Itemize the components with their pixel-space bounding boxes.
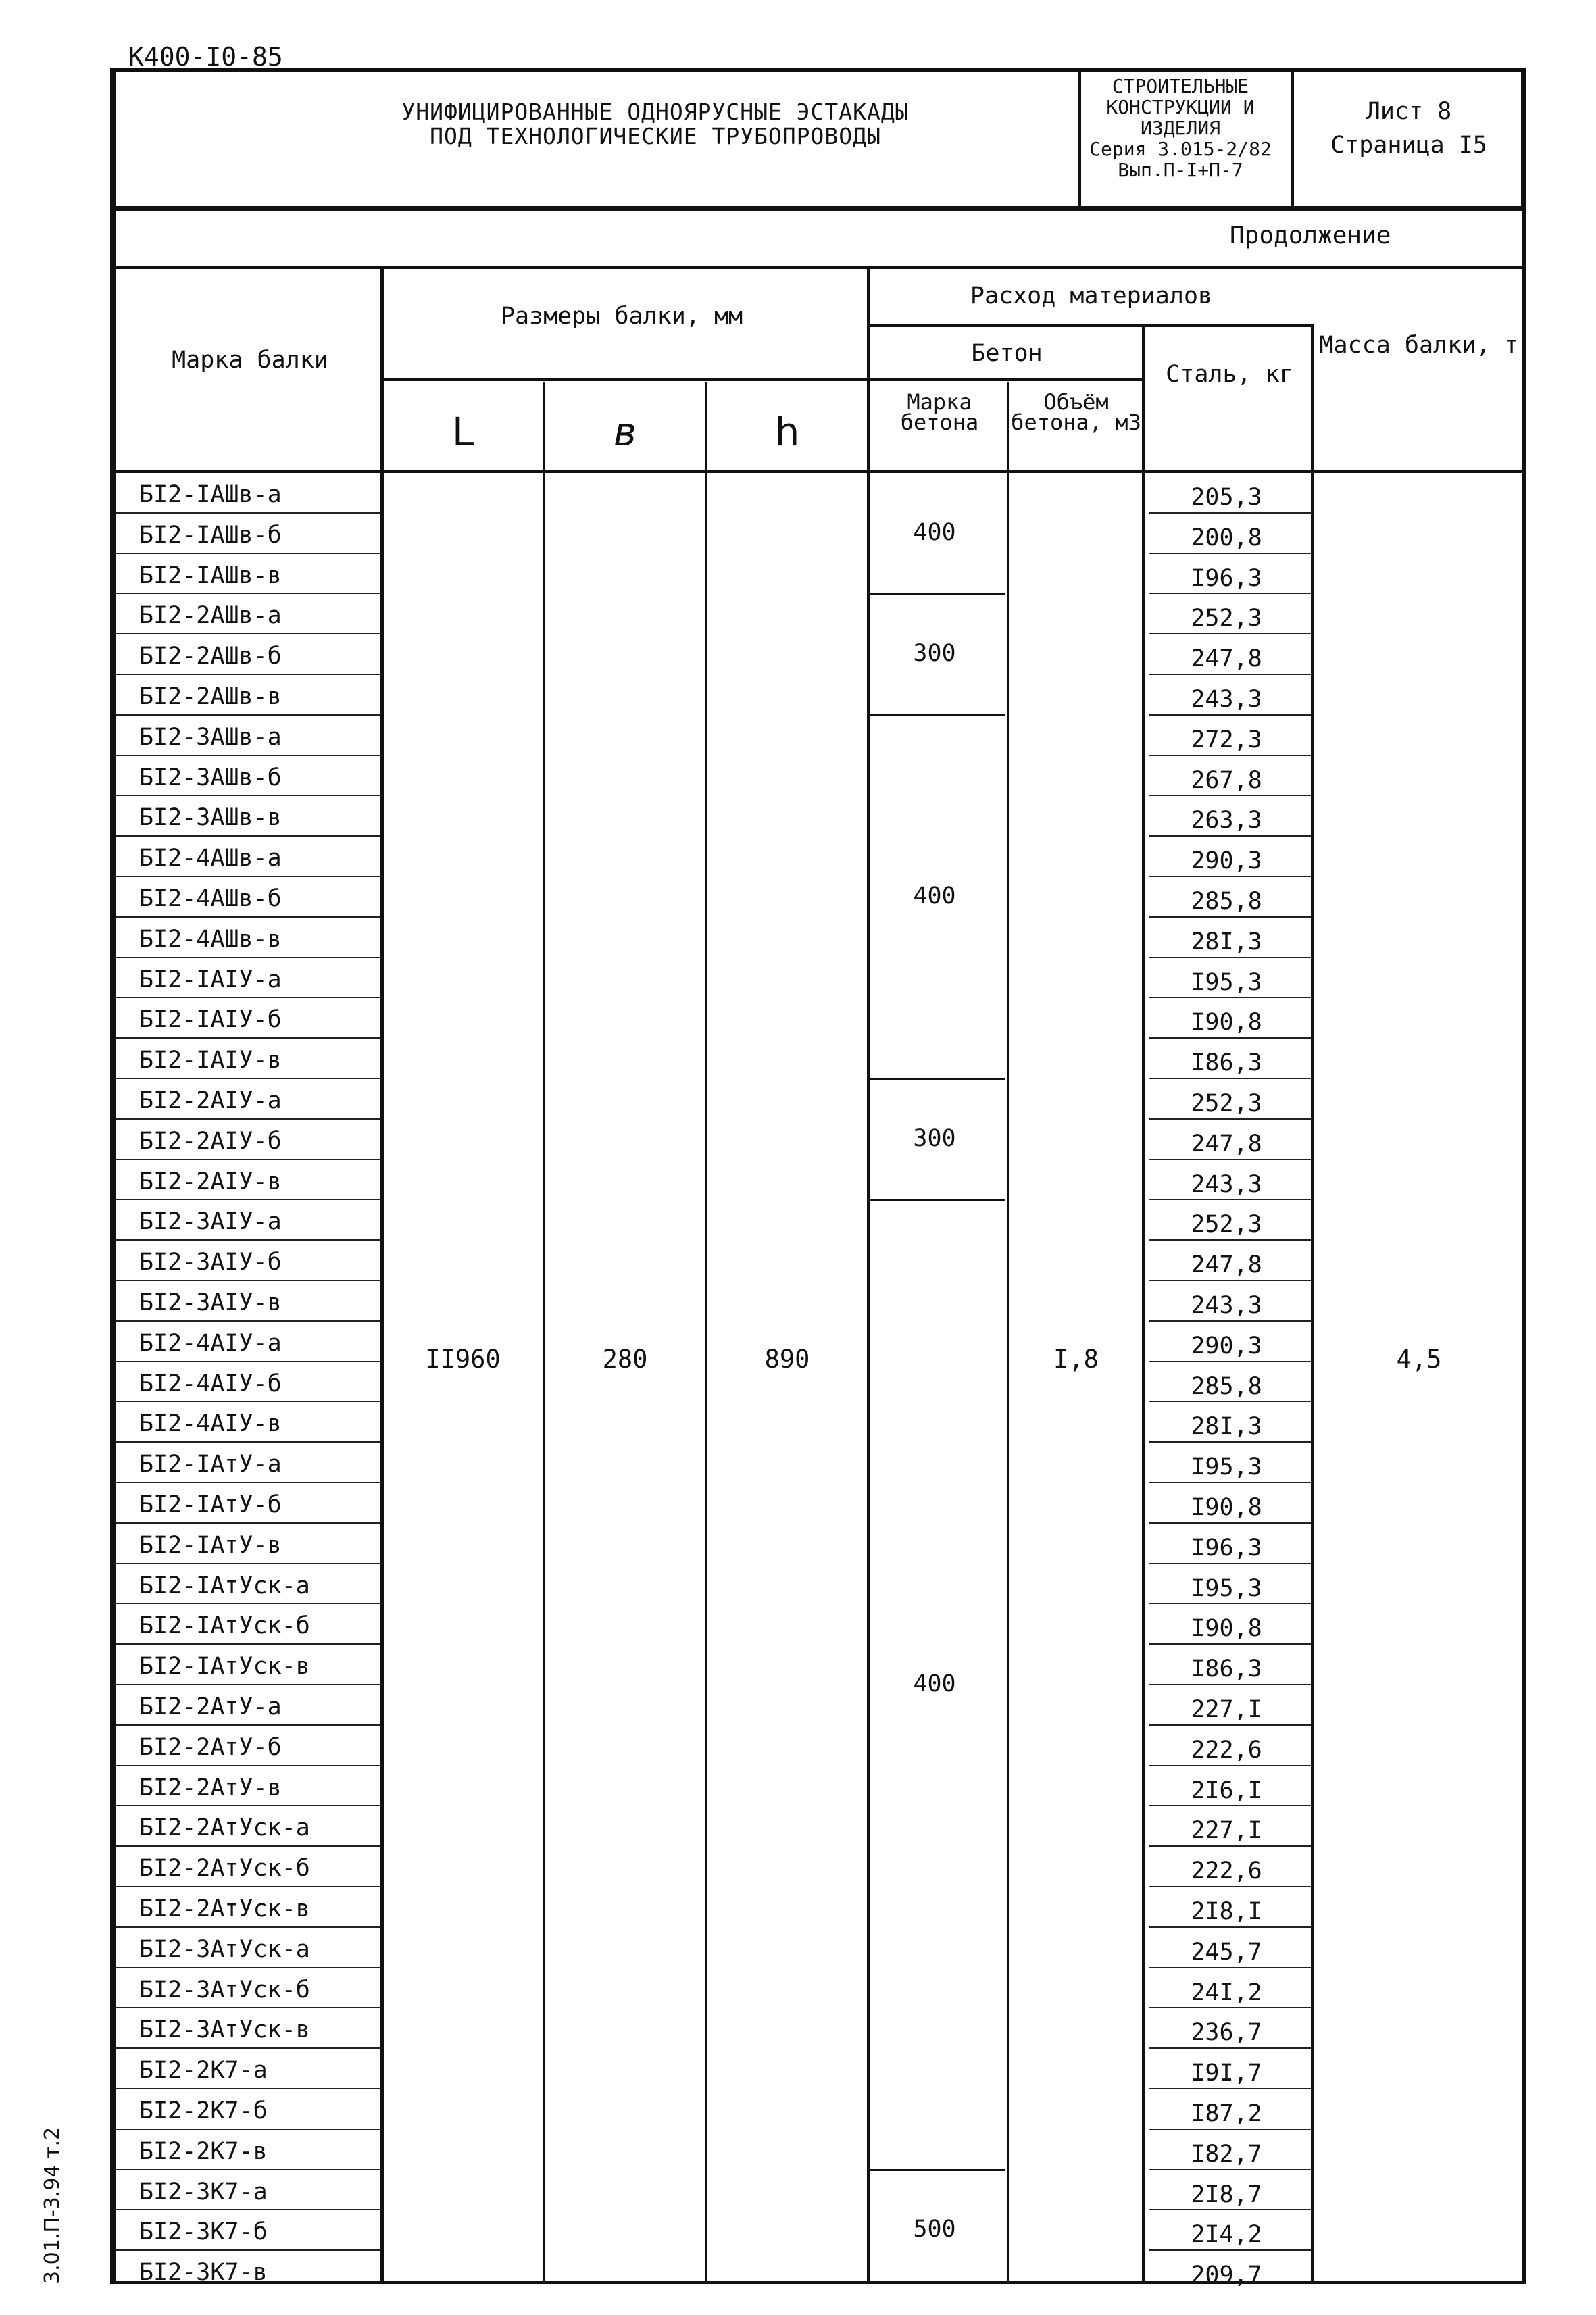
row-steel: 222,6 [1191,1858,1262,1885]
row-mark: БI2-IАIУ-в [139,1047,282,1074]
steel-row-divider [1149,1967,1311,1968]
row-divider [116,795,380,796]
row-mark: БI2-2АIУ-а [139,1087,282,1114]
row-divider [116,633,380,634]
row-mark: БI2-2АтУск-а [139,1814,310,1842]
steel-row-divider [1149,997,1311,998]
row-mark: БI2-3АШв-а [139,723,282,751]
steel-row-divider [1149,1886,1311,1887]
row-steel: 2I4,2 [1191,2221,1262,2249]
row-steel: I86,3 [1191,1656,1262,1683]
row-steel: I95,3 [1191,1453,1262,1481]
steel-row-divider [1149,1239,1311,1241]
row-mark: БI2-3АтУск-в [139,2016,310,2044]
row-divider [116,957,380,958]
steel-row-divider [1149,1320,1311,1322]
steel-row-divider [1149,1926,1311,1928]
grade-divider [867,1078,1005,1080]
continuation-label: Продолжение [1230,222,1391,249]
row-mark: БI2-3АтУск-а [139,1935,310,1963]
row-divider [116,512,380,514]
row-mark: БI2-2АШв-а [139,602,282,630]
row-steel: I90,8 [1191,1009,1262,1037]
row-mark: БI2-3К7-а [139,2178,268,2206]
row-steel: 205,3 [1191,484,1262,511]
steel-row-divider [1149,512,1311,514]
row-steel: 247,8 [1191,1130,1262,1158]
row-steel: I82,7 [1191,2140,1262,2168]
row-divider [116,916,380,918]
col-divider-steel [1311,324,1314,2284]
row-divider [116,1845,380,1847]
col-header-dims: Размеры балки, мм [500,303,743,330]
row-divider [116,2129,380,2130]
row-divider [116,1765,380,1766]
steel-row-divider [1149,2169,1311,2170]
row-steel: 252,3 [1191,1211,1262,1239]
steel-row-divider [1149,755,1311,756]
row-mark: БI2-2АтУ-а [139,1693,282,1720]
row-mark: БI2-4АIУ-б [139,1370,282,1397]
document-code: К400-I0-85 [128,42,283,72]
steel-row-divider [1149,593,1311,594]
row-mark: БI2-IАIУ-б [139,1006,282,1034]
row-steel: 2I6,I [1191,1776,1262,1804]
cell-concrete-volume: I,8 [1053,1345,1099,1374]
steel-row-divider [1149,916,1311,918]
row-steel: 2I8,7 [1191,2181,1262,2208]
row-mark: БI2-3АШв-б [139,764,282,791]
steel-row-divider [1149,1724,1311,1726]
row-divider [116,1159,380,1160]
row-divider [116,1118,380,1120]
row-steel: 285,8 [1191,888,1262,915]
row-steel: 263,3 [1191,807,1262,835]
row-divider [116,1078,380,1079]
steel-row-divider [1149,2129,1311,2130]
series-line-2: КОНСТРУКЦИИ И [1106,96,1255,118]
row-mark: БI2-3К7-в [139,2259,268,2287]
row-mark: БI2-3К7-б [139,2218,268,2246]
row-steel: 2I8,I [1191,1898,1262,1925]
row-divider [116,2047,380,2049]
row-divider [116,1239,380,1241]
steel-row-divider [1149,1603,1311,1604]
steel-row-divider [1149,1563,1311,1564]
col-divider-grade [1007,382,1009,2284]
col-divider-h [867,266,870,2284]
row-steel: 267,8 [1191,766,1262,794]
concrete-grade-cell: 500 [913,2216,956,2243]
steel-row-divider [1149,1441,1311,1443]
row-mark: БI2-IАтУск-а [139,1572,310,1599]
col-header-L: L [451,409,474,455]
row-divider [116,1684,380,1685]
steel-row-divider [1149,876,1311,877]
row-steel: 247,8 [1191,645,1262,673]
steel-row-divider [1149,1482,1311,1483]
concrete-grade-cell: 300 [913,640,956,668]
col-divider-b [705,382,707,2284]
row-divider [116,755,380,756]
row-mark: БI2-2АШв-б [139,643,282,670]
steel-row-divider [1149,1037,1311,1039]
row-steel: 245,7 [1191,1938,1262,1966]
series-line-3: ИЗДЕЛИЯ [1140,117,1220,139]
row-mark: БI2-IАтУск-в [139,1653,310,1681]
row-mark: БI2-3АIУ-а [139,1208,282,1236]
cell-length: II960 [425,1345,501,1374]
row-divider [116,1724,380,1726]
row-mark: БI2-4АIУ-а [139,1329,282,1357]
row-divider [116,1441,380,1443]
col-divider-mark [380,266,384,2284]
row-divider [116,674,380,675]
col-header-concrete-volume: Объём бетона, м3 [1011,389,1141,435]
row-mark: БI2-IАIУ-а [139,966,282,993]
row-mark: БI2-2АIУ-б [139,1127,282,1155]
page-number: Страница I5 [1330,132,1487,159]
steel-row-divider [1149,1522,1311,1524]
col-header-h: h [774,409,800,455]
series-line-5: Вып.П-I+П-7 [1118,159,1243,181]
concrete-grade-cell: 400 [913,882,956,910]
row-divider [116,2007,380,2008]
concrete-grade-cell: 300 [913,1124,956,1152]
steel-row-divider [1149,714,1311,716]
steel-row-divider [1149,2088,1311,2089]
steel-row-divider [1149,2249,1311,2251]
row-divider [116,1037,380,1039]
row-divider [116,1199,380,1200]
cell-width: 280 [602,1345,648,1374]
steel-row-divider [1149,1684,1311,1685]
row-mark: БI2-2АтУ-в [139,1774,282,1801]
row-mark: БI2-4АIУ-в [139,1410,282,1438]
row-divider [116,1967,380,1968]
steel-row-divider [1149,835,1311,837]
series-line-1: СТРОИТЕЛЬНЫЕ [1112,75,1249,97]
row-steel: 285,8 [1191,1372,1262,1400]
row-mark: БI2-2К7-в [139,2137,268,2165]
row-mark: БI2-IАШв-б [139,521,282,549]
row-divider [116,1603,380,1604]
row-divider [116,835,380,837]
row-steel: 222,6 [1191,1736,1262,1764]
steel-row-divider [1149,1118,1311,1120]
row-mark: БI2-4АШв-а [139,845,282,872]
side-code: 3.01.П-3.94 т.2 [41,2126,64,2284]
row-mark: БI2-4АШв-в [139,925,282,953]
concrete-grade-cell: 400 [913,518,956,546]
row-divider [116,1886,380,1887]
concrete-divider [867,378,1144,381]
title-line-1: УНИФИЦИРОВАННЫЕ ОДНОЯРУСНЫЕ ЭСТАКАДЫ [401,99,909,125]
row-steel: 236,7 [1191,2019,1262,2047]
row-mark: БI2-3АIУ-б [139,1249,282,1276]
row-steel: I90,8 [1191,1494,1262,1521]
steel-row-divider [1149,2209,1311,2210]
cell-height: 890 [764,1345,810,1374]
col-header-mark: Марка балки [172,347,328,374]
row-steel: I96,3 [1191,1534,1262,1562]
cell-mass: 4,5 [1396,1345,1442,1374]
steel-row-divider [1149,795,1311,796]
steel-row-divider [1149,633,1311,634]
steel-row-divider [1149,957,1311,958]
title-line-2: ПОД ТЕХНОЛОГИЧЕСКИЕ ТРУБОПРОВОДЫ [430,123,881,149]
row-steel: I86,3 [1191,1049,1262,1077]
steel-row-divider [1149,1199,1311,1200]
row-divider [116,1643,380,1645]
grade-divider [867,2169,1005,2171]
steel-row-divider [1149,2007,1311,2008]
steel-row-divider [1149,553,1311,554]
row-divider [116,1320,380,1322]
row-mark: БI2-IАтУ-в [139,1531,282,1559]
steel-row-divider [1149,1845,1311,1847]
row-steel: 252,3 [1191,605,1262,632]
row-steel: 243,3 [1191,1170,1262,1198]
row-steel: 24I,2 [1191,1978,1262,2006]
series-line-4: Серия 3.015-2/82 [1089,138,1272,160]
row-steel: 28I,3 [1191,928,1262,955]
row-steel: I95,3 [1191,968,1262,996]
row-divider [116,1401,380,1402]
row-mark: БI2-IАШв-в [139,562,282,589]
row-mark: БI2-IАтУ-а [139,1451,282,1478]
row-steel: 28I,3 [1191,1413,1262,1441]
steel-row-divider [1149,1159,1311,1160]
row-steel: 243,3 [1191,686,1262,713]
col-header-materials: Расход материалов [970,282,1213,309]
row-divider [116,1805,380,1806]
col-divider-volume [1142,324,1145,2284]
series-block [1082,76,1278,180]
row-steel: 290,3 [1191,1332,1262,1360]
col-header-concrete: Бетон [971,340,1043,367]
row-mark: БI2-2АтУск-б [139,1855,310,1883]
row-steel: 290,3 [1191,847,1262,875]
header-bottom-divider [114,470,1526,473]
row-mark: БI2-2К7-б [139,2097,268,2124]
steel-row-divider [1149,1765,1311,1766]
row-steel: 200,8 [1191,524,1262,551]
row-divider [116,2209,380,2210]
row-divider [116,1280,380,1281]
row-steel: 272,3 [1191,726,1262,753]
col-header-mass: Масса балки, т [1319,332,1519,359]
row-divider [116,1361,380,1362]
row-steel: 252,3 [1191,1090,1262,1117]
row-divider [116,1522,380,1524]
row-steel: I87,2 [1191,2100,1262,2127]
row-mark: БI2-IАтУ-б [139,1491,282,1518]
row-mark: БI2-4АШв-б [139,885,282,912]
row-mark: БI2-3АIУ-в [139,1289,282,1316]
row-mark: БI2-IАШв-а [139,481,282,508]
row-steel: 243,3 [1191,1292,1262,1319]
steel-row-divider [1149,1401,1311,1402]
steel-row-divider [1149,1805,1311,1806]
document-title [277,100,1034,149]
col-header-b: в [613,409,637,455]
row-divider [116,1482,380,1483]
row-divider [116,997,380,998]
row-mark: БI2-2АIУ-в [139,1168,282,1195]
row-divider [116,714,380,716]
row-mark: БI2-IАтУск-б [139,1612,310,1640]
grade-divider [867,1199,1005,1201]
steel-row-divider [1149,1078,1311,1079]
col-header-concrete-grade: Марка бетона [900,389,979,435]
sheet-block [1307,95,1510,162]
row-steel: 227,I [1191,1696,1262,1723]
col-header-steel: Сталь, кг [1166,361,1294,388]
steel-row-divider [1149,1643,1311,1645]
steel-row-divider [1149,674,1311,675]
col-divider-L [543,382,545,2284]
row-steel: 247,8 [1191,1251,1262,1279]
row-mark: БI2-2АШв-в [139,683,282,710]
row-divider [116,876,380,877]
row-divider [116,553,380,554]
row-divider [116,1926,380,1928]
row-mark: БI2-3АШв-в [139,804,282,832]
row-divider [116,2249,380,2251]
row-divider [116,2088,380,2089]
steel-row-divider [1149,1361,1311,1362]
concrete-grade-cell: 400 [913,1670,956,1697]
dims-divider [382,378,868,381]
row-steel: 227,I [1191,1817,1262,1845]
row-divider [116,2169,380,2170]
row-mark: БI2-3АтУск-б [139,1976,310,2003]
row-divider [116,593,380,594]
row-mark: БI2-2К7-а [139,2057,268,2085]
grade-divider [867,593,1005,595]
row-steel: 209,7 [1191,2262,1262,2289]
row-steel: I95,3 [1191,1574,1262,1602]
row-steel: I9I,7 [1191,2060,1262,2087]
row-steel: I90,8 [1191,1615,1262,1643]
row-mark: БI2-2АтУск-в [139,1895,310,1922]
row-steel: I96,3 [1191,564,1262,592]
continuation-divider [114,266,1526,269]
row-divider [116,1563,380,1564]
materials-divider [867,324,1313,327]
row-mark: БI2-2АтУ-б [139,1733,282,1761]
steel-row-divider [1149,1280,1311,1281]
sheet-number: Лист 8 [1366,98,1452,125]
steel-row-divider [1149,2047,1311,2049]
grade-divider [867,714,1005,716]
